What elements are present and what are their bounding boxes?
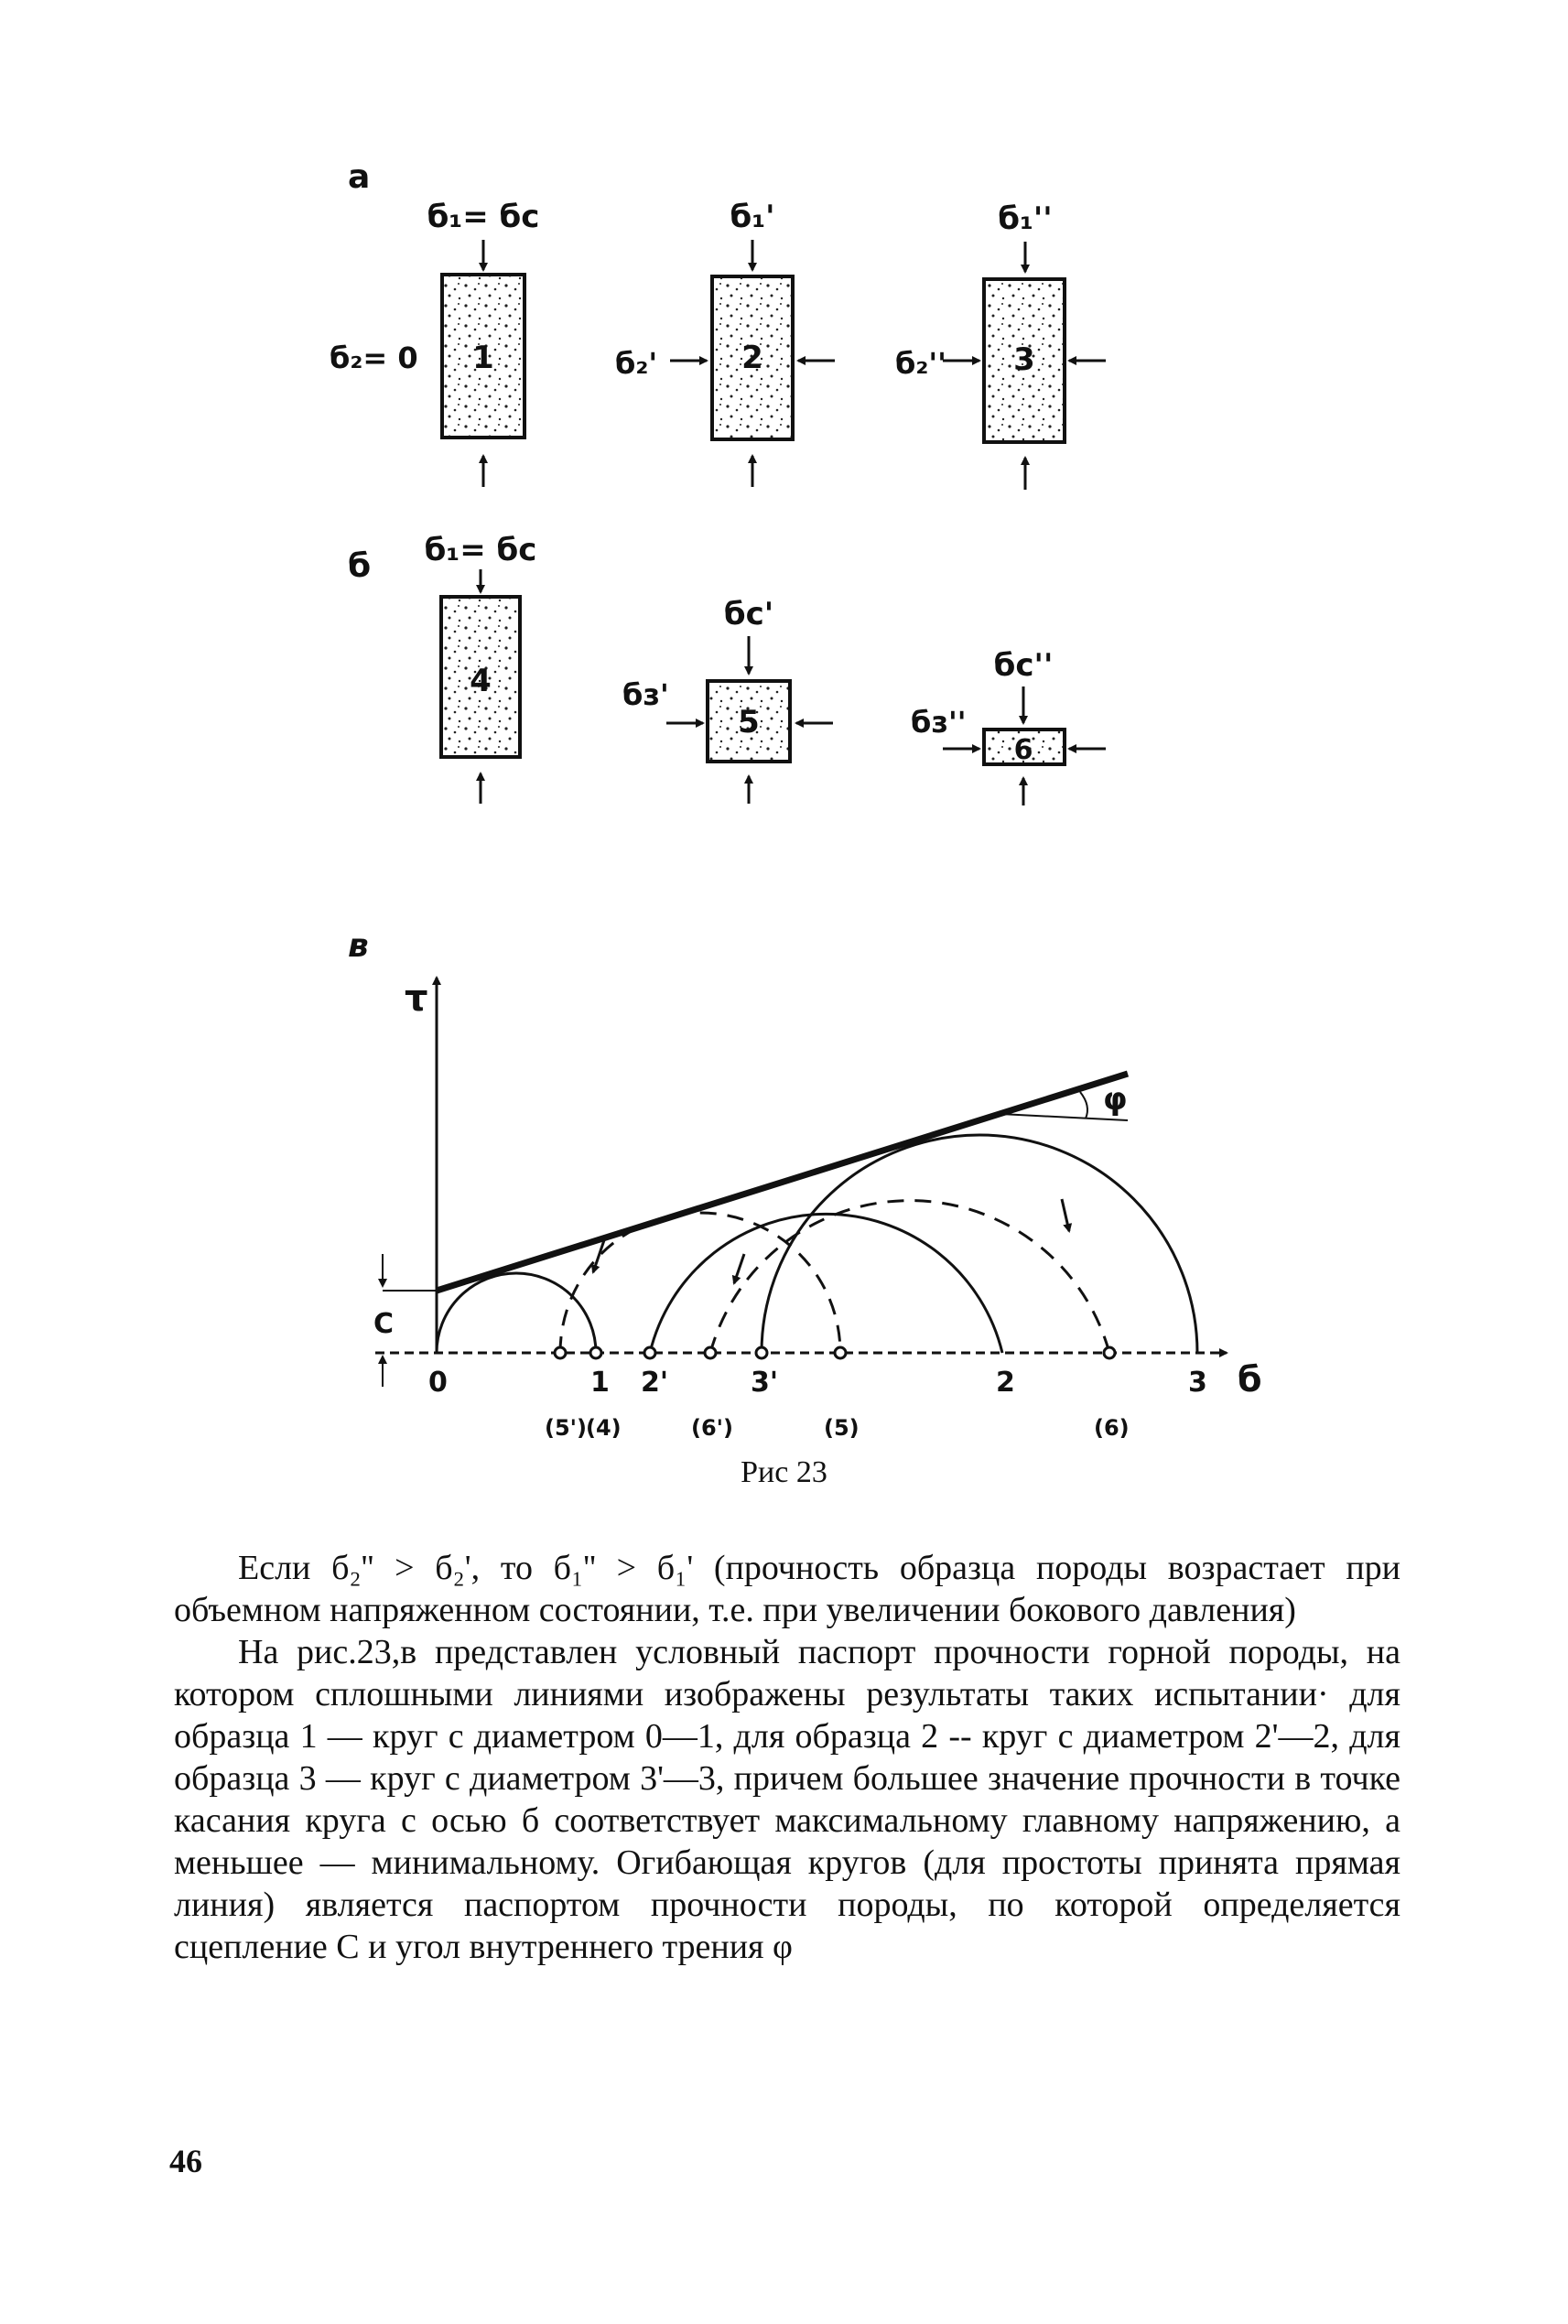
specimen-5-number: 5 (738, 704, 760, 740)
transition-arrow-mid (734, 1254, 744, 1283)
specimen-4 (425, 532, 537, 804)
figure-caption: Рис 23 (741, 1455, 827, 1489)
specimen-4-top-label: б₁= бс (424, 532, 537, 568)
specimen-1 (330, 199, 539, 487)
specimen-6-top-label: бс'' (993, 647, 1054, 684)
circle-2 (650, 1214, 1002, 1353)
tick-2-prime: 2' (641, 1367, 669, 1399)
specimen-6-side-label: бз'' (911, 705, 967, 740)
specimen-6-number: 6 (1013, 734, 1033, 766)
angle-arc (1080, 1092, 1087, 1119)
tick-3-prime: 3' (751, 1367, 779, 1399)
y-axis-label: τ (405, 978, 428, 1020)
origin-label: 0 (428, 1367, 448, 1399)
panel-label-b: б (348, 547, 372, 585)
specimen-6 (911, 647, 1106, 805)
panel-label-a: а (348, 158, 371, 196)
x-axis-label: б (1238, 1359, 1262, 1400)
bottom-label-6-prime: (6') (691, 1415, 733, 1441)
page-number: 46 (169, 2143, 202, 2179)
specimen-2-side-label: б₂' (615, 346, 658, 381)
paragraph-1: Если б₂'' > б₂', то б₁'' > б₁' (прочность образца породы возрастает при объемном напряженном состоянии, т.е. при увеличении бокового давления) (174, 1549, 1400, 1629)
specimen-2-number: 2 (741, 340, 763, 376)
bottom-label-6: (6) (1094, 1415, 1130, 1441)
tick-2: 2 (996, 1367, 1015, 1399)
panel-label-v: в (348, 927, 369, 965)
paragraph-2: На рис.23,в представлен условный паспорт прочности горной породы, на котором сплошными линиями изображены результаты таких испытании· для образца 1 — круг с диаметром 0—1, для образца 2 -- круг с диаметром 2'—2, для образца 3 — круг с диаметром 3'—3, причем большее значение прочности в точке касания круга с осью б соответствует максимальному главному напряжению, а меньшее — минимальному. Огибающая кругов (для простоты принята прямая линия) является паспортом прочности породы, по которой определяется сцепление С и угол внутреннего трения φ (174, 1633, 1400, 1966)
bottom-label-4: (4) (586, 1415, 622, 1441)
specimen-1-number: 1 (472, 340, 494, 376)
body-text (174, 1547, 1400, 1968)
specimen-5-side-label: бз' (622, 677, 669, 712)
specimen-5 (622, 596, 833, 804)
specimen-2 (615, 199, 835, 487)
specimen-1-top-label: б₁= бс (427, 199, 540, 235)
transition-arrow-right (1062, 1199, 1069, 1231)
specimen-5-top-label: бс' (723, 596, 774, 632)
specimen-3-number: 3 (1013, 341, 1035, 378)
tick-3: 3 (1188, 1367, 1207, 1399)
tick-1: 1 (590, 1367, 610, 1399)
specimen-2-top-label: б₁' (730, 199, 775, 235)
cohesion-label: С (373, 1308, 395, 1340)
strength-passport-chart (373, 978, 1262, 1441)
specimen-3-top-label: б₁'' (998, 200, 1053, 237)
specimen-1-side-label: б₂= 0 (330, 340, 418, 375)
transition-arrow-left (593, 1240, 604, 1272)
specimen-4-number: 4 (470, 663, 492, 699)
bottom-label-5-prime: (5') (545, 1415, 587, 1441)
angle-label: φ (1103, 1081, 1128, 1118)
bottom-label-5: (5) (824, 1415, 860, 1441)
specimen-3 (895, 200, 1106, 490)
specimen-3-side-label: б₂'' (895, 346, 946, 381)
